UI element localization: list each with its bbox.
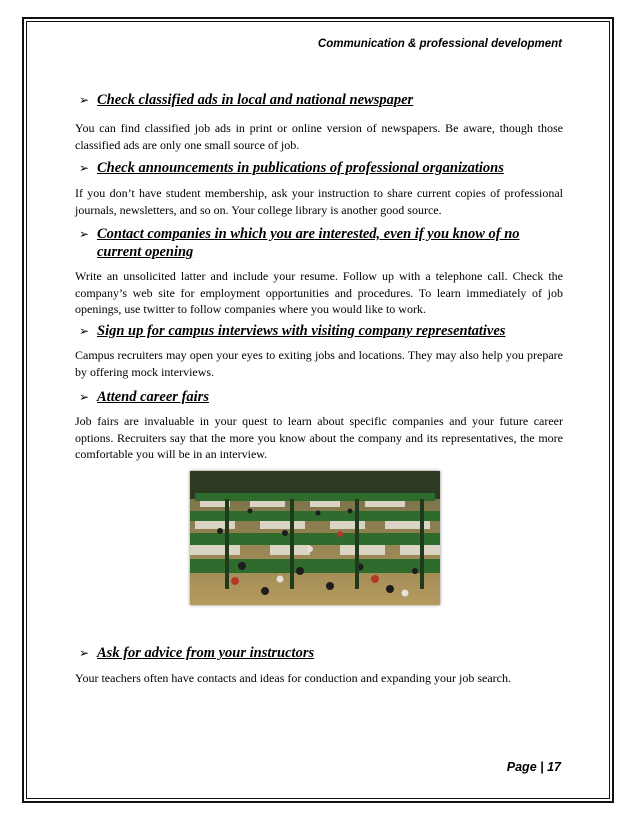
arrowhead-bullet-icon: ➢ <box>79 227 90 241</box>
section-body-campus-interviews: Campus recruiters may open your eyes to exiting jobs and locations. They may also help you prepare by offering mock interviews. <box>75 348 563 379</box>
section-body-contact-companies: Write an unsolicited latter and include your resume. Follow up with a telephone call. Check the company’s web site for employment opportunities and procedures. To learn immediately of job openings, use twitter to follow companies where you would like to work. <box>75 269 563 316</box>
arrowhead-bullet-icon: ➢ <box>79 390 90 404</box>
page-number: Page | 17 <box>506 760 561 774</box>
section-heading-contact-companies <box>79 225 537 261</box>
section-body-professional-organizations: If you don’t have student membership, ask your instruction to share current copies of professional journals, newsletters, and so on. Your college library is another good source. <box>75 186 563 217</box>
section-heading-classified-ads <box>79 91 567 109</box>
heading-text: Check classified ads in local and national newspaper <box>97 92 414 108</box>
section-heading-professional-organizations <box>79 159 567 177</box>
arrowhead-bullet-icon: ➢ <box>79 93 90 107</box>
section-heading-campus-interviews <box>79 322 567 340</box>
section-body-advice-instructors: Your teachers often have contacts and ideas for conduction and expanding your job search. <box>75 671 511 685</box>
section-body-career-fairs: Job fairs are invaluable in your quest to learn about specific companies and your future career options. Recruiters say that the more you know about the company and its representatives, the more comfortable you will be in an interview. <box>75 414 563 461</box>
running-header: Communication & professional development <box>317 38 562 50</box>
section-heading-career-fairs <box>79 388 567 406</box>
heading-text: Contact companies in which you are interested, even if you know of no current opening <box>97 226 520 260</box>
arrowhead-bullet-icon: ➢ <box>79 161 90 175</box>
section-heading-advice-instructors <box>79 644 567 662</box>
arrowhead-bullet-icon: ➢ <box>79 646 90 660</box>
heading-text: Sign up for campus interviews with visiting company representatives <box>97 323 506 339</box>
section-body-classified-ads: You can find classified job ads in print or online version of newspapers. Be aware, though those classified ads are only one small source of job. <box>75 121 563 152</box>
heading-text: Attend career fairs <box>97 389 209 405</box>
heading-text: Ask for advice from your instructors <box>97 645 315 661</box>
career-fair-photo <box>190 471 440 605</box>
arrowhead-bullet-icon: ➢ <box>79 324 90 338</box>
heading-text: Check announcements in publications of professional organizations <box>97 160 504 176</box>
